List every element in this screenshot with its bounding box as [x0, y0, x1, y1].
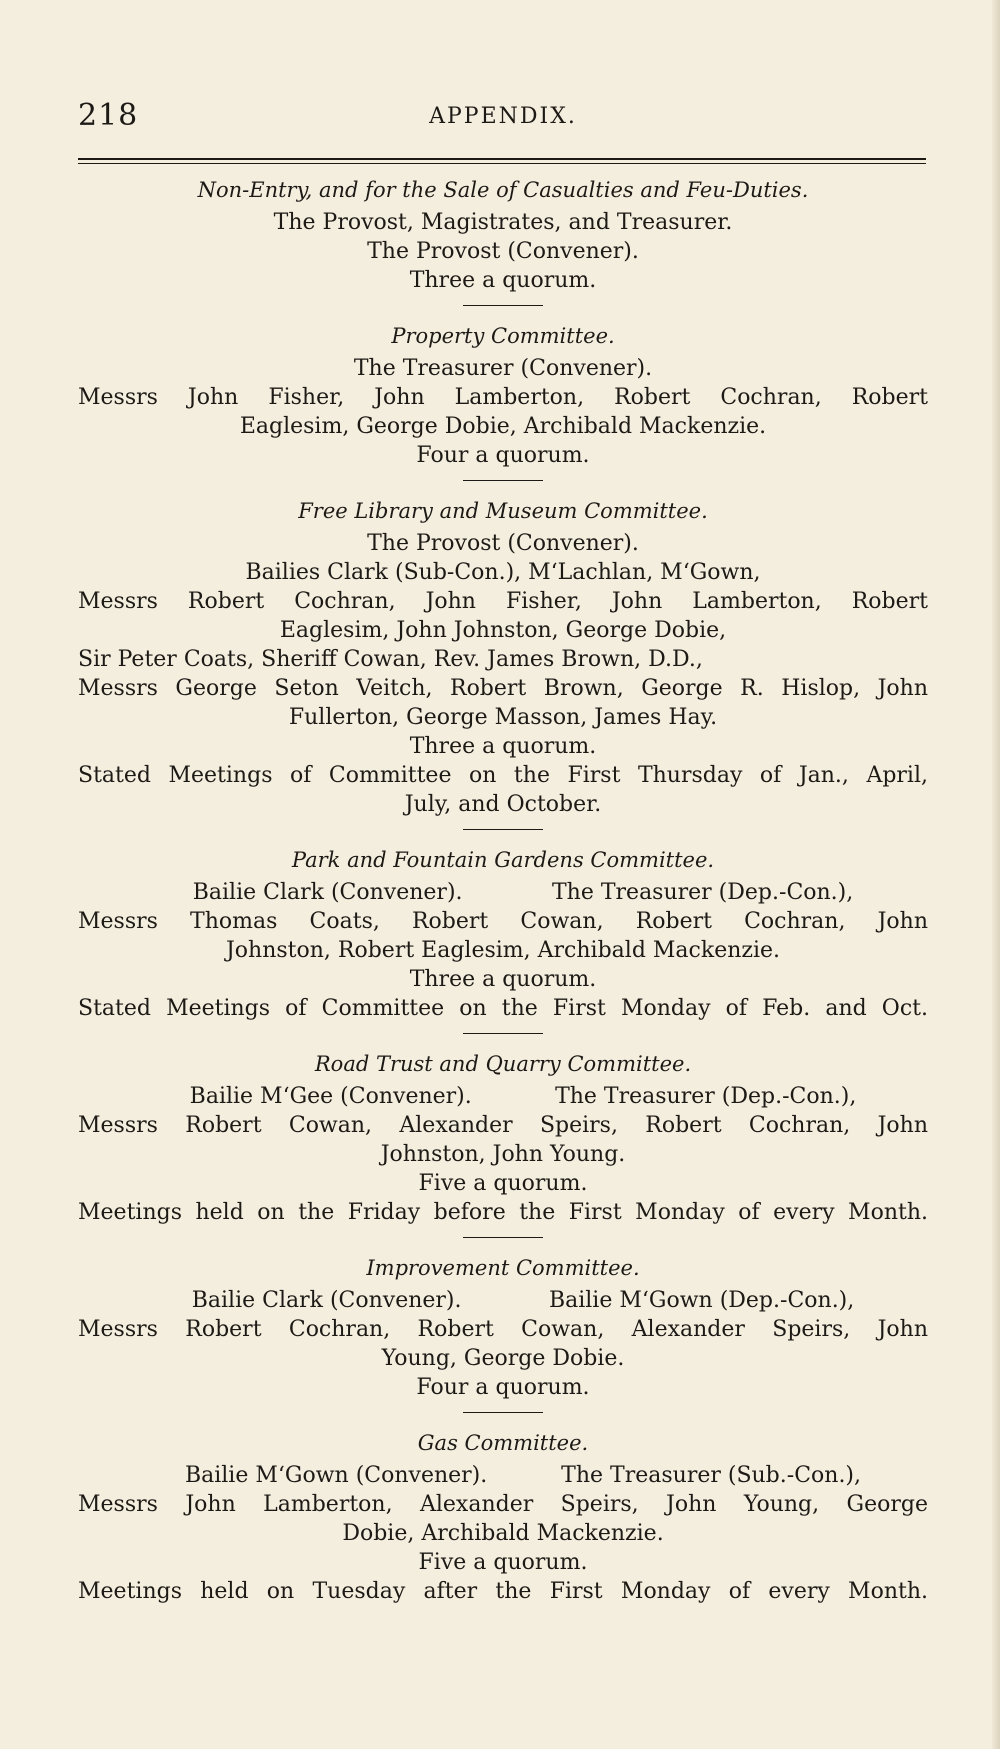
convener-text: Bailie M‘Gee (Convener). [189, 1084, 472, 1109]
page-number: 218 [78, 98, 139, 133]
members-line: Eaglesim, John Johnston, George Dobie, [279, 618, 727, 643]
officers-line [78, 1082, 928, 1111]
meetings-line: Stated Meetings of Committee on the First Thursday of Jan., April, [78, 763, 928, 788]
members-line: Sir Peter Coats, Sheriff Cowan, Rev. James Brown, D.D., [78, 647, 703, 672]
quorum-line: Five a quorum. [418, 1171, 588, 1196]
members-line: Fullerton, George Masson, James Hay. [288, 705, 718, 730]
convener-line: The Treasurer (Convener). [353, 356, 653, 381]
meetings-line: Stated Meetings of Committee on the First Monday of Feb. and Oct. [78, 996, 928, 1021]
convener-line: The Provost (Convener). [367, 239, 639, 264]
members-line: Messrs Thomas Coats, Robert Cowan, Robert Cochran, John [78, 909, 928, 934]
members-line: Messrs John Fisher, John Lamberton, Robert Cochran, Robert [78, 385, 928, 410]
section-title: Property Committee. [391, 324, 615, 348]
members-line: Messrs John Lamberton, Alexander Speirs, John Young, George [78, 1492, 928, 1517]
members-line: Messrs Robert Cochran, John Fisher, John Lamberton, Robert [78, 589, 928, 614]
members-line: Young, George Dobie. [381, 1346, 625, 1371]
committee-property [78, 305, 928, 470]
quorum-line: Four a quorum. [416, 1375, 590, 1400]
header-rule [78, 158, 926, 160]
meetings-line: Meetings held on Tuesday after the First Monday of every Month. [78, 1579, 928, 1604]
members-line: Messrs Robert Cochran, Robert Cowan, Alexander Speirs, John [78, 1317, 928, 1342]
section-separator [463, 829, 543, 830]
members-line: Bailies Clark (Sub-Con.), M‘Lachlan, M‘Gown, [245, 560, 761, 585]
quorum-line: Three a quorum. [409, 268, 597, 293]
members-line: Johnston, Robert Eaglesim, Archibald Mackenzie. [225, 938, 781, 963]
page-body [78, 176, 928, 1606]
members-line: Messrs George Seton Veitch, Robert Brown, George R. Hislop, John [78, 676, 928, 701]
section-separator [463, 1237, 543, 1238]
deputy-convener-text: The Treasurer (Dep.-Con.), [555, 1084, 857, 1109]
convener-line: The Provost (Convener). [367, 531, 639, 556]
section-separator [463, 1412, 543, 1413]
quorum-line: Four a quorum. [416, 443, 590, 468]
deputy-convener-text: Bailie M‘Gown (Dep.-Con.), [548, 1288, 855, 1313]
section-line: The Provost, Magistrates, and Treasurer. [273, 210, 733, 235]
quorum-line: Five a quorum. [418, 1550, 588, 1575]
sub-convener-text: The Treasurer (Sub.-Con.), [561, 1463, 862, 1488]
officers-line [78, 1286, 928, 1315]
quorum-line: Three a quorum. [409, 967, 597, 992]
meetings-line: July, and October. [404, 792, 602, 817]
committee-gas [78, 1412, 928, 1606]
section-title: Improvement Committee. [366, 1256, 640, 1280]
section-separator [463, 480, 543, 481]
section-title: Road Trust and Quarry Committee. [314, 1052, 692, 1076]
section-title: Gas Committee. [417, 1431, 589, 1455]
members-line: Dobie, Archibald Mackenzie. [342, 1521, 664, 1546]
meetings-line: Meetings held on the Friday before the First Monday of every Month. [78, 1200, 928, 1225]
members-line: Eaglesim, George Dobie, Archibald Mackenzie. [239, 414, 767, 439]
committee-non-entry [78, 176, 928, 295]
quorum-line: Three a quorum. [409, 734, 597, 759]
convener-text: Bailie M‘Gown (Convener). [184, 1463, 488, 1488]
committee-park-fountain [78, 829, 928, 1023]
officers-line [78, 1461, 928, 1490]
deputy-convener-text: The Treasurer (Dep.-Con.), [552, 880, 854, 905]
committee-road-trust [78, 1033, 928, 1227]
members-line: Messrs Robert Cowan, Alexander Speirs, Robert Cochran, John [78, 1113, 928, 1138]
committee-improvement [78, 1237, 928, 1402]
running-title: APPENDIX. [429, 104, 577, 129]
committee-free-library [78, 480, 928, 819]
section-separator [463, 1033, 543, 1034]
header-rule-thin [78, 163, 926, 164]
section-title: Non-Entry, and for the Sale of Casualties and Feu-Duties. [197, 178, 809, 202]
convener-text: Bailie Clark (Convener). [191, 1288, 462, 1313]
section-separator [463, 305, 543, 306]
section-title: Free Library and Museum Committee. [298, 499, 708, 523]
members-line: Johnston, John Young. [380, 1142, 626, 1167]
section-title: Park and Fountain Gardens Committee. [291, 848, 715, 872]
convener-text: Bailie Clark (Convener). [192, 880, 463, 905]
page-edge-shadow [992, 0, 1000, 1749]
page-header [78, 98, 928, 138]
officers-line [78, 878, 928, 907]
